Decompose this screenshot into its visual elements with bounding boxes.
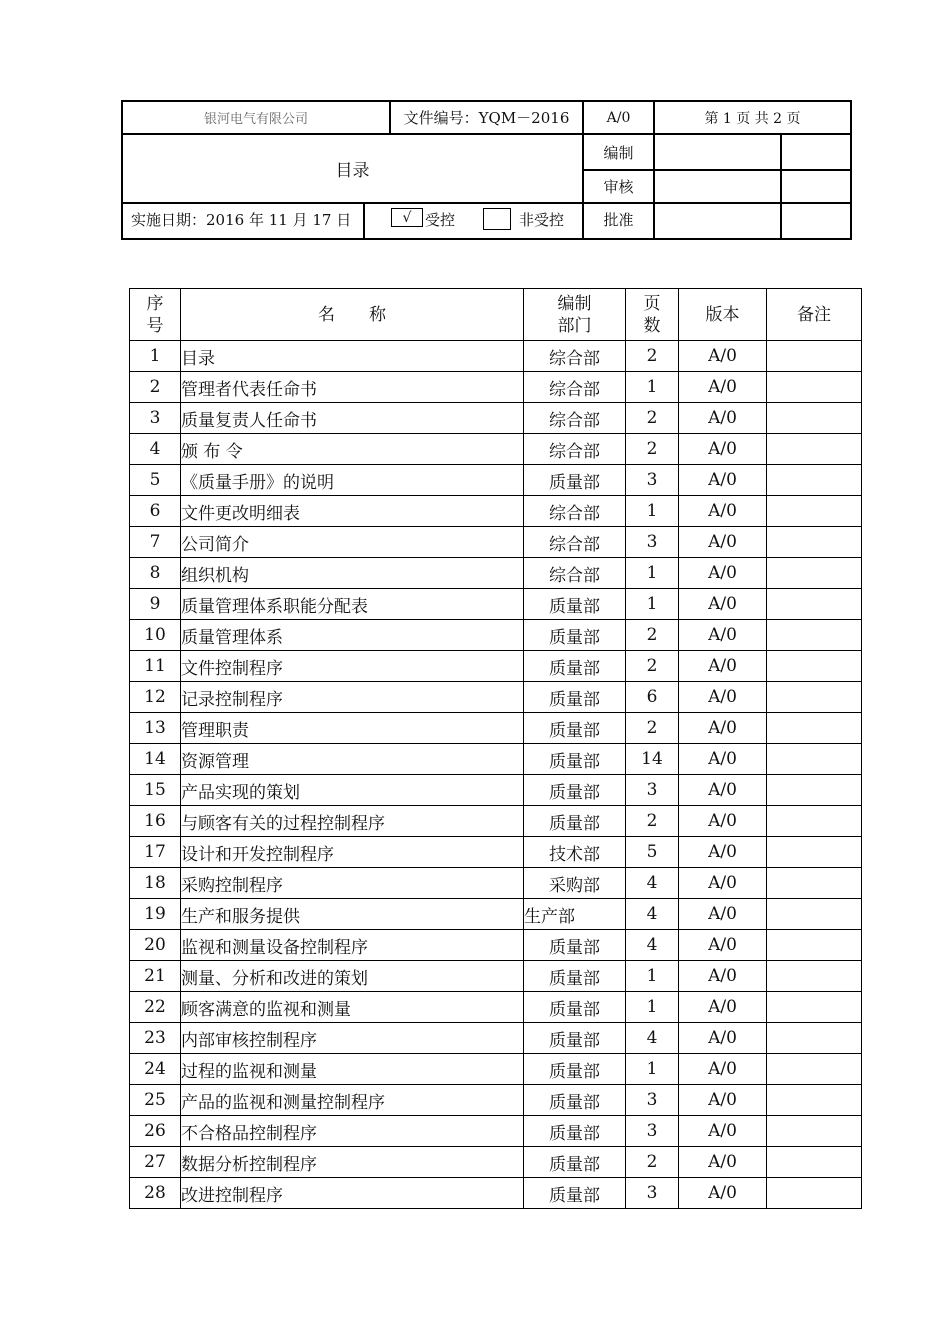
table-header-row <box>130 289 862 341</box>
row-number: 17 <box>130 837 181 868</box>
row-name: 不合格品控制程序 <box>181 1116 524 1147</box>
row-number: 27 <box>130 1147 181 1178</box>
row-pages: 6 <box>626 682 679 713</box>
row-number: 19 <box>130 899 181 930</box>
document-header <box>121 100 852 240</box>
row-name: 质量复责人任命书 <box>181 403 524 434</box>
row-version: A/0 <box>679 806 767 837</box>
row-pages: 2 <box>626 806 679 837</box>
doc-number: 文件编号：YQM－2016 <box>403 109 570 127</box>
row-remark <box>767 744 862 775</box>
col-no-header <box>130 289 181 341</box>
row-remark <box>767 1116 862 1147</box>
row-remark <box>767 496 862 527</box>
row-name: 过程的监视和测量 <box>181 1054 524 1085</box>
row-pages: 2 <box>626 1147 679 1178</box>
row-version: A/0 <box>679 868 767 899</box>
col-version-header: 版本 <box>679 289 767 341</box>
table-row <box>130 434 862 465</box>
row-version: A/0 <box>679 682 767 713</box>
row-dept: 质量部 <box>524 744 626 775</box>
row-version: A/0 <box>679 403 767 434</box>
table-row <box>130 341 862 372</box>
row-dept: 质量部 <box>524 682 626 713</box>
row-version: A/0 <box>679 434 767 465</box>
row-version: A/0 <box>679 1085 767 1116</box>
row-version: A/0 <box>679 465 767 496</box>
col-pages-header <box>626 289 679 341</box>
row-remark <box>767 1147 862 1178</box>
table-row <box>130 930 862 961</box>
table-row <box>130 403 862 434</box>
doc-version: A/0 <box>606 109 631 126</box>
row-name: 顾客满意的监视和测量 <box>181 992 524 1023</box>
row-name: 与顾客有关的过程控制程序 <box>181 806 524 837</box>
table-row <box>130 992 862 1023</box>
page-info: 第 1 页 共 2 页 <box>704 110 801 127</box>
table-row <box>130 1023 862 1054</box>
table-row <box>130 1116 862 1147</box>
row-version: A/0 <box>679 651 767 682</box>
table-row <box>130 1178 862 1209</box>
row-dept: 质量部 <box>524 806 626 837</box>
row-pages: 4 <box>626 930 679 961</box>
row-version: A/0 <box>679 930 767 961</box>
row-name: 文件控制程序 <box>181 651 524 682</box>
row-version: A/0 <box>679 558 767 589</box>
row-remark <box>767 837 862 868</box>
row-remark <box>767 341 862 372</box>
row-name: 质量管理体系职能分配表 <box>181 589 524 620</box>
implementation-date: 实施日期：2016 年 11 月 17 日 <box>131 210 352 229</box>
row-dept: 质量部 <box>524 930 626 961</box>
h-dept-text: 编制 部门 <box>557 293 592 336</box>
h-no-text: 序 号 <box>146 293 164 336</box>
row-name: 组织机构 <box>181 558 524 589</box>
row-pages: 2 <box>626 713 679 744</box>
row-dept: 采购部 <box>524 868 626 899</box>
table-row <box>130 589 862 620</box>
row-number: 25 <box>130 1085 181 1116</box>
uncontrolled-label: 非受控 <box>519 210 565 229</box>
row-version: A/0 <box>679 1116 767 1147</box>
row-remark <box>767 465 862 496</box>
row-remark <box>767 589 862 620</box>
check-mark-icon: √ <box>402 209 412 226</box>
row-pages: 3 <box>626 775 679 806</box>
role-approve: 批准 <box>603 210 634 229</box>
row-pages: 2 <box>626 341 679 372</box>
row-pages: 3 <box>626 1178 679 1209</box>
row-name: 管理者代表任命书 <box>181 372 524 403</box>
row-number: 11 <box>130 651 181 682</box>
row-number: 7 <box>130 527 181 558</box>
row-dept: 综合部 <box>524 527 626 558</box>
row-remark <box>767 527 862 558</box>
row-dept: 质量部 <box>524 1116 626 1147</box>
row-number: 20 <box>130 930 181 961</box>
row-pages: 3 <box>626 465 679 496</box>
row-version: A/0 <box>679 1147 767 1178</box>
row-number: 16 <box>130 806 181 837</box>
row-remark <box>767 620 862 651</box>
row-number: 21 <box>130 961 181 992</box>
row-name: 采购控制程序 <box>181 868 524 899</box>
table-row <box>130 558 862 589</box>
row-dept: 质量部 <box>524 589 626 620</box>
row-name: 产品的监视和测量控制程序 <box>181 1085 524 1116</box>
row-dept: 质量部 <box>524 465 626 496</box>
row-number: 6 <box>130 496 181 527</box>
row-number: 5 <box>130 465 181 496</box>
header-vline-e <box>363 202 365 238</box>
row-number: 15 <box>130 775 181 806</box>
h-pages-text: 页 数 <box>643 293 661 336</box>
row-version: A/0 <box>679 1023 767 1054</box>
row-pages: 1 <box>626 1054 679 1085</box>
contents-table <box>129 288 862 1209</box>
row-remark <box>767 992 862 1023</box>
row-dept: 质量部 <box>524 775 626 806</box>
row-name: 产品实现的策划 <box>181 775 524 806</box>
row-name: 记录控制程序 <box>181 682 524 713</box>
row-version: A/0 <box>679 992 767 1023</box>
col-dept-header <box>524 289 626 341</box>
row-version: A/0 <box>679 620 767 651</box>
row-pages: 3 <box>626 1116 679 1147</box>
row-number: 24 <box>130 1054 181 1085</box>
row-name: 数据分析控制程序 <box>181 1147 524 1178</box>
row-number: 12 <box>130 682 181 713</box>
table-row <box>130 651 862 682</box>
row-remark <box>767 806 862 837</box>
table-row <box>130 372 862 403</box>
row-number: 3 <box>130 403 181 434</box>
table-row <box>130 620 862 651</box>
row-pages: 1 <box>626 992 679 1023</box>
row-remark <box>767 1023 862 1054</box>
row-pages: 2 <box>626 434 679 465</box>
row-remark <box>767 930 862 961</box>
row-dept: 质量部 <box>524 1054 626 1085</box>
row-pages: 1 <box>626 589 679 620</box>
row-pages: 1 <box>626 961 679 992</box>
row-version: A/0 <box>679 496 767 527</box>
row-version: A/0 <box>679 713 767 744</box>
row-remark <box>767 372 862 403</box>
row-number: 23 <box>130 1023 181 1054</box>
row-number: 4 <box>130 434 181 465</box>
row-pages: 4 <box>626 899 679 930</box>
row-pages: 3 <box>626 527 679 558</box>
row-dept: 质量部 <box>524 1178 626 1209</box>
row-version: A/0 <box>679 744 767 775</box>
table-row <box>130 961 862 992</box>
row-dept: 综合部 <box>524 341 626 372</box>
row-number: 9 <box>130 589 181 620</box>
row-version: A/0 <box>679 775 767 806</box>
role-edit: 编制 <box>603 143 634 162</box>
row-number: 26 <box>130 1116 181 1147</box>
row-dept: 质量部 <box>524 992 626 1023</box>
row-name: 颁 布 令 <box>181 434 524 465</box>
row-pages: 1 <box>626 372 679 403</box>
row-dept: 综合部 <box>524 403 626 434</box>
row-remark <box>767 1085 862 1116</box>
row-pages: 1 <box>626 496 679 527</box>
row-remark <box>767 434 862 465</box>
row-name: 文件更改明细表 <box>181 496 524 527</box>
row-pages: 4 <box>626 1023 679 1054</box>
table-row <box>130 1054 862 1085</box>
table-row <box>130 496 862 527</box>
col-remark-header: 备注 <box>767 289 862 341</box>
table-row <box>130 837 862 868</box>
row-dept: 综合部 <box>524 372 626 403</box>
row-remark <box>767 558 862 589</box>
table-row <box>130 527 862 558</box>
row-remark <box>767 682 862 713</box>
header-vline-d <box>780 135 782 238</box>
row-version: A/0 <box>679 1178 767 1209</box>
row-name: 目录 <box>181 341 524 372</box>
row-remark <box>767 775 862 806</box>
row-number: 2 <box>130 372 181 403</box>
controlled-label: 受控 <box>425 210 456 229</box>
row-dept: 综合部 <box>524 496 626 527</box>
row-remark <box>767 713 862 744</box>
row-dept: 质量部 <box>524 713 626 744</box>
col-name-header: 名 称 <box>181 289 524 341</box>
row-remark <box>767 651 862 682</box>
row-name: 管理职责 <box>181 713 524 744</box>
row-version: A/0 <box>679 341 767 372</box>
table-row <box>130 899 862 930</box>
row-name: 生产和服务提供 <box>181 899 524 930</box>
table-row <box>130 713 862 744</box>
row-name: 内部审核控制程序 <box>181 1023 524 1054</box>
row-dept: 技术部 <box>524 837 626 868</box>
row-name: 质量管理体系 <box>181 620 524 651</box>
row-pages: 3 <box>626 1085 679 1116</box>
controlled-checkbox[interactable] <box>391 208 423 227</box>
row-version: A/0 <box>679 527 767 558</box>
row-number: 10 <box>130 620 181 651</box>
table-row <box>130 744 862 775</box>
row-pages: 4 <box>626 868 679 899</box>
row-version: A/0 <box>679 1054 767 1085</box>
row-number: 14 <box>130 744 181 775</box>
table-row <box>130 775 862 806</box>
row-pages: 2 <box>626 403 679 434</box>
uncontrolled-checkbox[interactable] <box>483 208 511 230</box>
row-name: 公司简介 <box>181 527 524 558</box>
row-number: 1 <box>130 341 181 372</box>
row-dept: 质量部 <box>524 961 626 992</box>
table-row <box>130 806 862 837</box>
row-remark <box>767 961 862 992</box>
row-name: 改进控制程序 <box>181 1178 524 1209</box>
row-pages: 2 <box>626 620 679 651</box>
row-number: 28 <box>130 1178 181 1209</box>
row-remark <box>767 1054 862 1085</box>
row-dept: 质量部 <box>524 1023 626 1054</box>
row-dept: 质量部 <box>524 1085 626 1116</box>
role-review: 审核 <box>603 178 634 196</box>
page-title: 目录 <box>335 161 370 181</box>
row-pages: 1 <box>626 558 679 589</box>
table-row <box>130 465 862 496</box>
row-pages: 14 <box>626 744 679 775</box>
row-name: 设计和开发控制程序 <box>181 837 524 868</box>
row-remark <box>767 899 862 930</box>
row-dept: 质量部 <box>524 651 626 682</box>
row-remark <box>767 403 862 434</box>
row-version: A/0 <box>679 589 767 620</box>
row-name: 监视和测量设备控制程序 <box>181 930 524 961</box>
row-dept: 质量部 <box>524 1147 626 1178</box>
row-dept: 质量部 <box>524 620 626 651</box>
row-dept: 综合部 <box>524 558 626 589</box>
row-number: 18 <box>130 868 181 899</box>
row-remark <box>767 1178 862 1209</box>
row-pages: 2 <box>626 651 679 682</box>
row-number: 22 <box>130 992 181 1023</box>
table-row <box>130 682 862 713</box>
row-version: A/0 <box>679 899 767 930</box>
row-dept: 综合部 <box>524 434 626 465</box>
row-version: A/0 <box>679 372 767 403</box>
row-version: A/0 <box>679 961 767 992</box>
table-row <box>130 868 862 899</box>
row-dept: 生产部 <box>524 899 626 930</box>
table-row <box>130 1147 862 1178</box>
row-number: 8 <box>130 558 181 589</box>
row-name: 资源管理 <box>181 744 524 775</box>
table-row <box>130 1085 862 1116</box>
row-pages: 5 <box>626 837 679 868</box>
row-name: 测量、分析和改进的策划 <box>181 961 524 992</box>
row-remark <box>767 868 862 899</box>
row-number: 13 <box>130 713 181 744</box>
company-name: 银河电气有限公司 <box>203 112 308 127</box>
row-version: A/0 <box>679 837 767 868</box>
row-name: 《质量手册》的说明 <box>181 465 524 496</box>
